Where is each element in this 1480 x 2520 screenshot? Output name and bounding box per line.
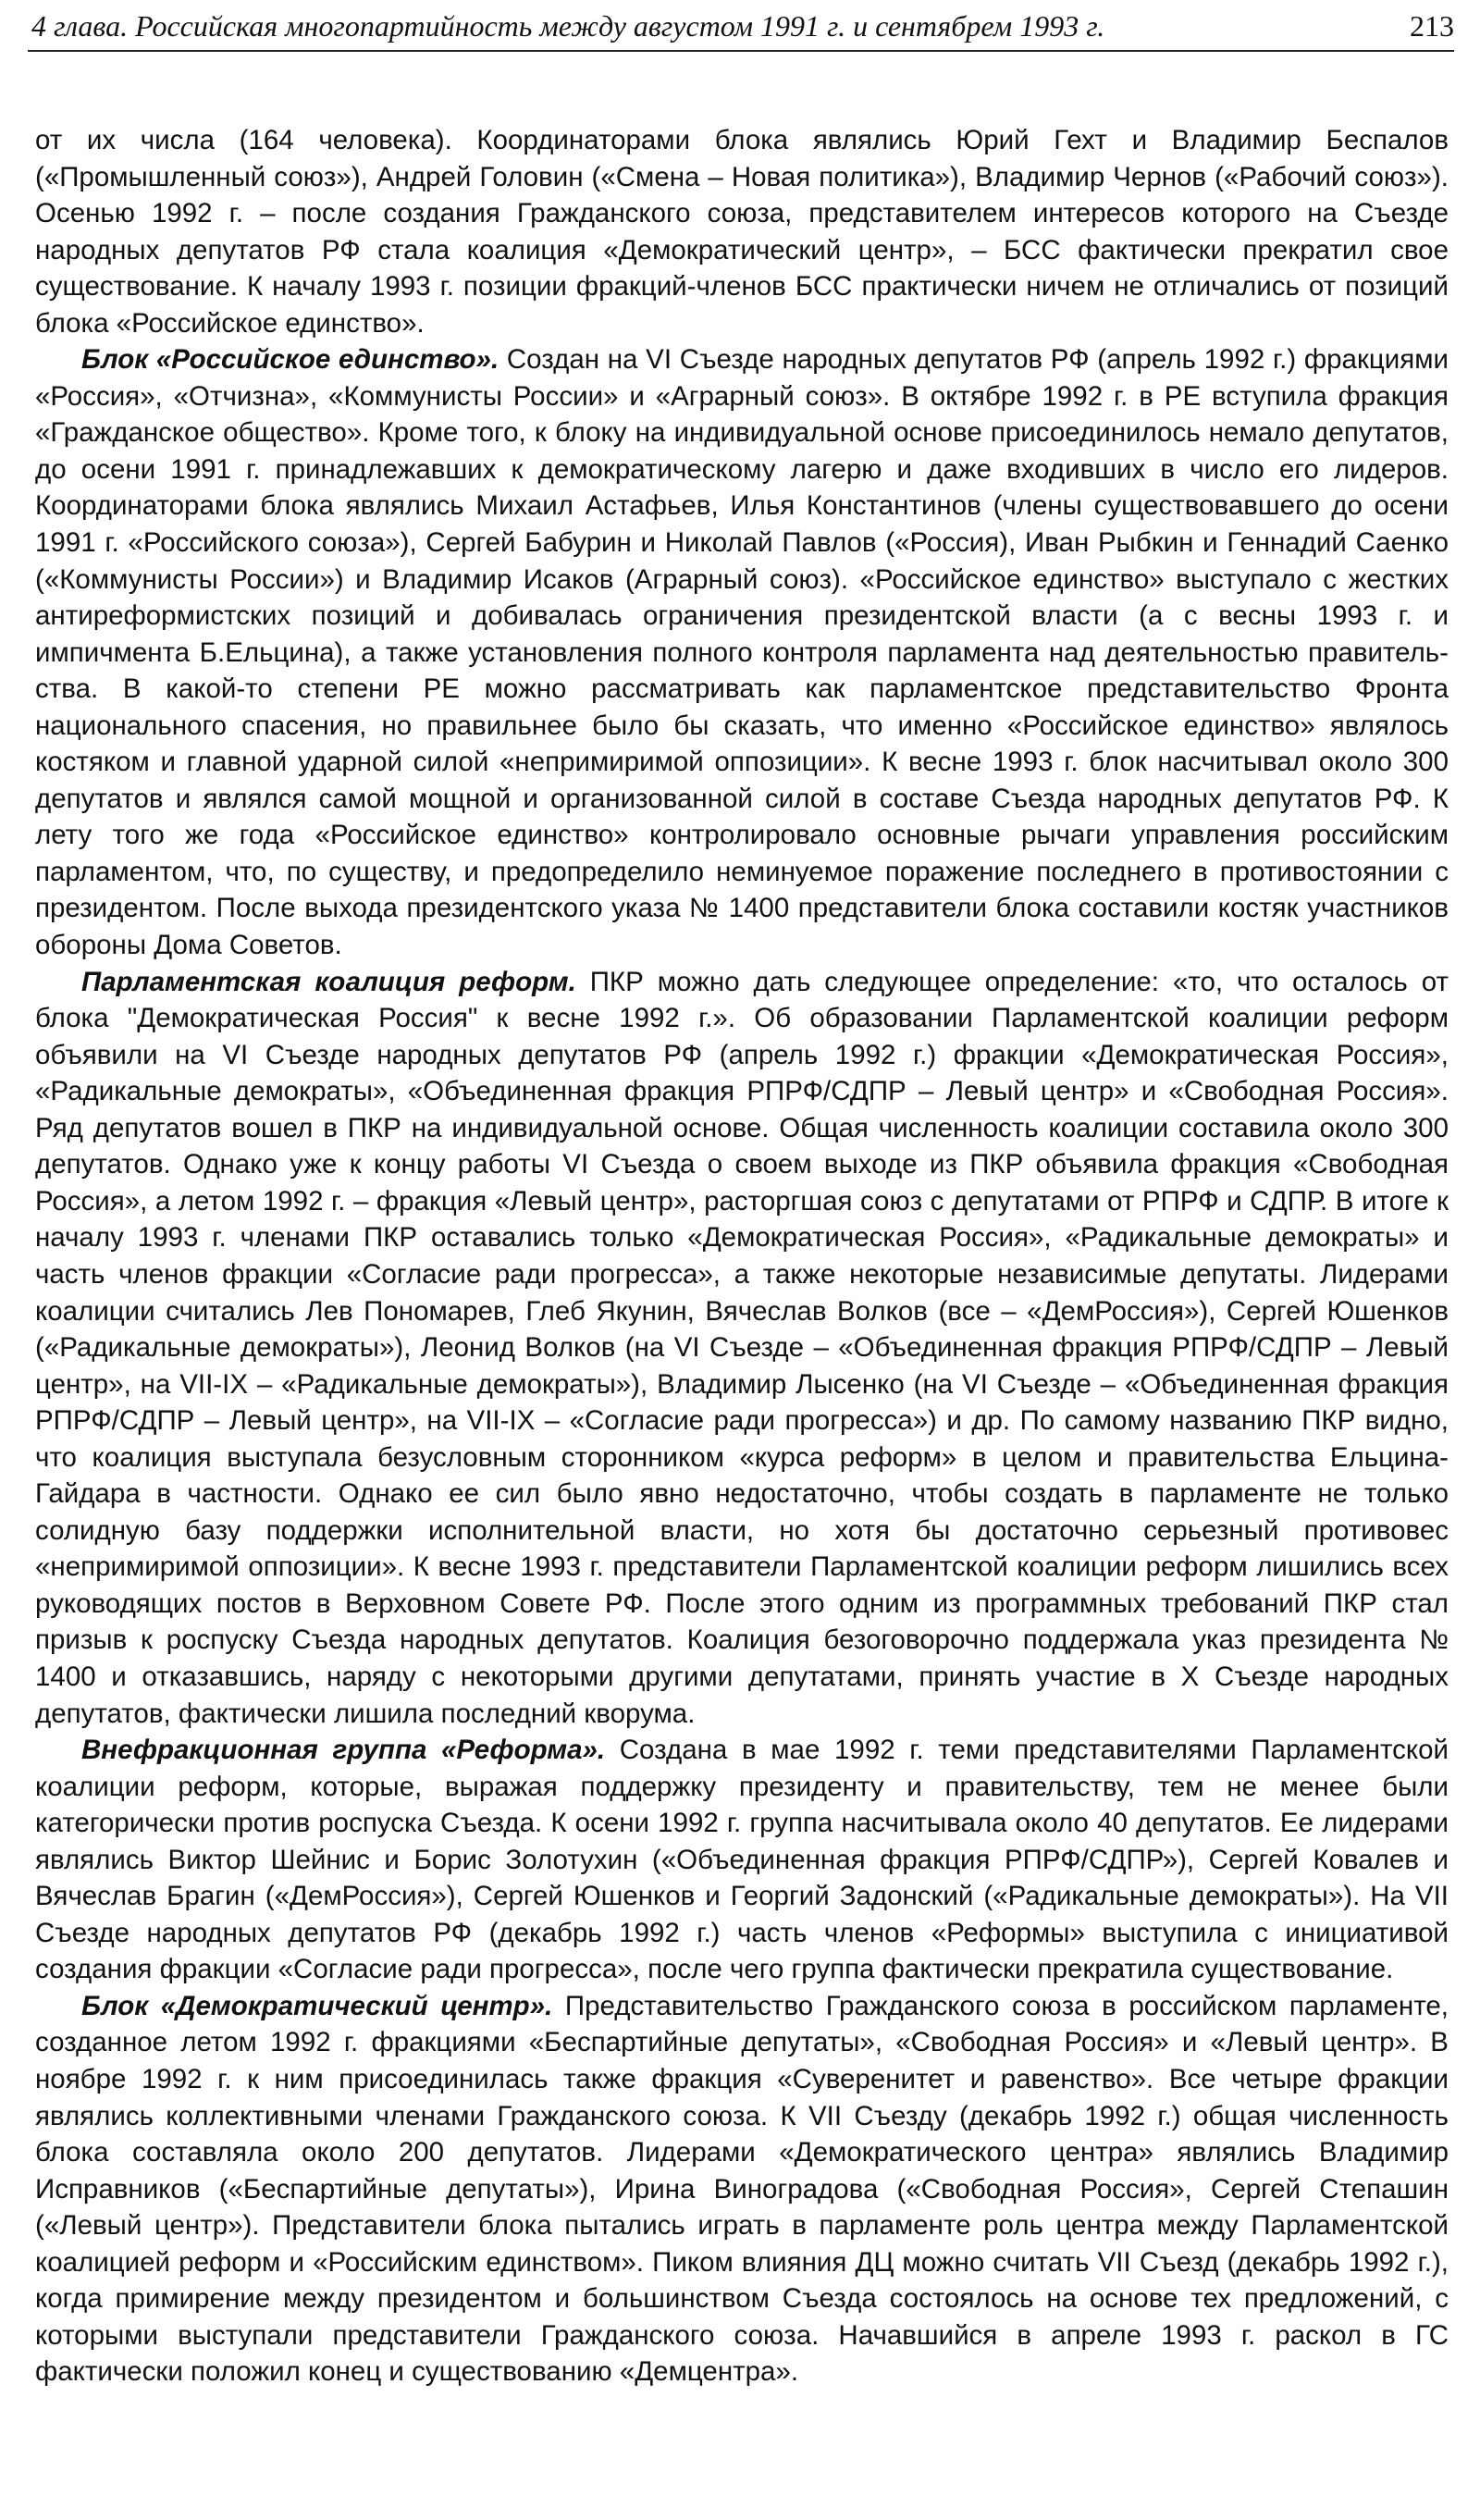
paragraph-heading: Блок «Российское единство».: [81, 344, 500, 376]
running-header: [31, 9, 1454, 46]
header-rule: [28, 50, 1454, 52]
paragraph-text: Представительство Гражданского союза в российском парламенте, созданное летом 1992 г. фракциями «Беспартийные депутаты», «Свободная Россия» и «Левый центр». В ноябре 1992 г. к ним присоединилась также фракция «Суверенитет и равенство». Все четыре фракции являлись коллективными членами Гражданского союза. К VII Съезду (декабрь 1992 г.) общая численность блока составляла около 200 депутатов. Лидерами «Демократического центра» являлись Владимир Исправников («Беспартийные депутаты»), Ирина Виноградова («Свободная Россия», Сергей Степашин («Левый центр»). Представители блока пытались играть в парламенте роль центра между Парламентской коалицией реформ и «Российским единством». Пиком влияния ДЦ можно считать VII Съезд (декабрь 1992 г.), когда примирение между президентом и большинством Съезда состоялось на основе тех предложений, с которыми выступали представители Гражданского союза. Начавшийся в апреле 1993 г. раскол в ГС фактически положил конец и существованию «Демцентра».: [35, 1990, 1449, 2388]
paragraph-continued: [35, 122, 1449, 341]
paragraph-heading: Парламентская коалиция реформ.: [81, 966, 576, 997]
running-title: 4 глава. Российская многопартийность между августом 1991 г. и сентябрем 1993 г.: [31, 9, 1105, 43]
paragraph-text: Создана в мае 1992 г. теми представителями Парламентской коалиции реформ, которые, выражая поддержку президенту и правительству, тем не менее были категорически против роспуска Съезда. К осени 1992 г. группа насчитывала около 40 депутатов. Ее лидерами являлись Виктор Шейнис и Борис Золотухин («Объединенная фракция РПРФ/СДПР»), Сергей Ковалев и Вячеслав Брагин («ДемРоссия»), Сергей Юшенков и Георгий Задонский («Радикальные демократы»). На VII Съезде народных депутатов РФ (декабрь 1992 г.) часть членов «Реформы» выступила с инициативой создания фракции «Согласие ради прогресса», после чего группа фактически прекратила существование.: [35, 1735, 1449, 1985]
body-text: [35, 122, 1449, 2390]
page-number: 213: [1410, 9, 1454, 43]
paragraph-heading: Блок «Демократический центр».: [81, 1990, 553, 2021]
paragraph-text: от их числа (164 человека). Координаторами блока являлись Юрий Гехт и Владимир Беспалов («Промышленный союз»), Андрей Головин («Смена – Новая политика»), Владимир Чернов («Рабочий союз»). Осенью 1992 г. – после создания Гражданского союза, представителем интересов которого на Съезде народных депутатов РФ стала коалиция «Демократический центр», – БСС фактически прекратил свое существование. К началу 1993 г. позиции фракций-членов БСС практически ничем не отличались от позиций блока «Российское единство».: [35, 125, 1449, 339]
paragraph-text: Создан на VI Съезде народных депутатов РФ (апрель 1992 г.) фракциями «Россия», «Отчизна», «Коммунисты России» и «Аграрный союз». В октябре 1992 г. в РЕ вступила фракция «Гражданское общество». Кроме того, к блоку на индивидуальной основе присоединилось немало депутатов, до осени 1991 г. принадлежавших к демократическому лагерю и даже входивших в число его лидеров. Координаторами блока являлись Михаил Астафьев, Илья Константинов (члены существовавшего до осени 1991 г. «Российского союза»), Сергей Бабурин и Николай Павлов («Россия), Иван Рыбкин и Геннадий Саенко («Коммунисты России») и Владимир Исаков (Аграрный союз). «Российское единство» выступало с жестких антиреформистских позиций и добивалась ограничения президентской власти (а с весны 1993 г. и импичмента Б.Ельцина), а также установления полного контроля парламента над деятельностью правительства. В какой-то степени РЕ можно рассматривать как парламентское представительство Фронта национального спасения, но правильнее было бы сказать, что именно «Российское единство» являлось костяком и главной ударной силой «непримиримой оппозиции». К весне 1993 г. блок насчитывал около 300 депутатов и являлся самой мощной и организованной силой в составе Съезда народных депутатов РФ. К лету того же года «Российское единство» контролировало основные рычаги управления российским парламентом, что, по существу, и предопределило неминуемое поражение последнего в противостоянии с президентом. После выхода президентского указа № 1400 представители блока составили костяк участников обороны Дома Советов.: [35, 344, 1449, 961]
paragraph-text: ПКР можно дать следующее определение: «то, что осталось от блока "Демократическая Россия" к весне 1992 г.». Об образовании Парламентской коалиции реформ объявили на VI Съезде народных депутатов РФ (апрель 1992 г.) фракции «Демократическая Россия», «Радикальные демократы», «Объединенная фракция РПРФ/СДПР – Левый центр» и «Свободная Россия». Ряд депутатов вошел в ПКР на индивидуальной основе. Общая численность коалиции составила около 300 депутатов. Однако уже к концу работы VI Съезда о своем выходе из ПКР объявила фракция «Свободная Россия», а летом 1992 г. – фракция «Левый центр», расторгшая союз с депутатами от РПРФ и СДПР. В итоге к началу 1993 г. членами ПКР оставались только «Демократическая Россия», «Радикальные демократы» и часть членов фракции «Согласие ради прогресса», а также некоторые независимые депутаты. Лидерами коалиции считались Лев Пономарев, Глеб Якунин, Вячеслав Волков (все – «ДемРоссия»), Сергей Юшенков («Радикальные демократы»), Леонид Волков (на VI Съезде – «Объединенная фракция РПРФ/СДПР – Левый центр», на VII-IX – «Радикальные демократы»), Владимир Лысенко (на VI Съезде – «Объединенная фракция РПРФ/СДПР – Левый центр», на VII-IX – «Согласие ради прогресса») и др. По самому названию ПКР видно, что коалиция выступала безусловным сторонником «курса реформ» в целом и правительства Ельцина-Гайдара в частности. Однако ее сил было явно недостаточно, чтобы создать в парламенте не только солидную базу поддержки исполнительной власти, но хотя бы достаточно серьезный противовес «непримиримой оппозиции». К весне 1993 г. представители Парламентской коалиции реформ лишились всех руководящих постов в Верховном Совете РФ. После этого одним из программных требований ПКР стал призыв к роспуску Съезда народных депутатов. Коалиция безоговорочно поддержала указ президента № 1400 и отказавшись, наряду с некоторыми другими депутатами, принять участие в X Съезде народных депутатов, фактически лишила последний кворума.: [35, 966, 1449, 1729]
paragraph-russian-unity: [35, 341, 1449, 963]
paragraph-reforma-group: [35, 1732, 1449, 1988]
paragraph-democratic-center: [35, 1988, 1449, 2390]
paragraph-heading: Внефракционная группа «Реформа».: [81, 1735, 606, 1766]
paragraph-reform-coalition: [35, 964, 1449, 1732]
